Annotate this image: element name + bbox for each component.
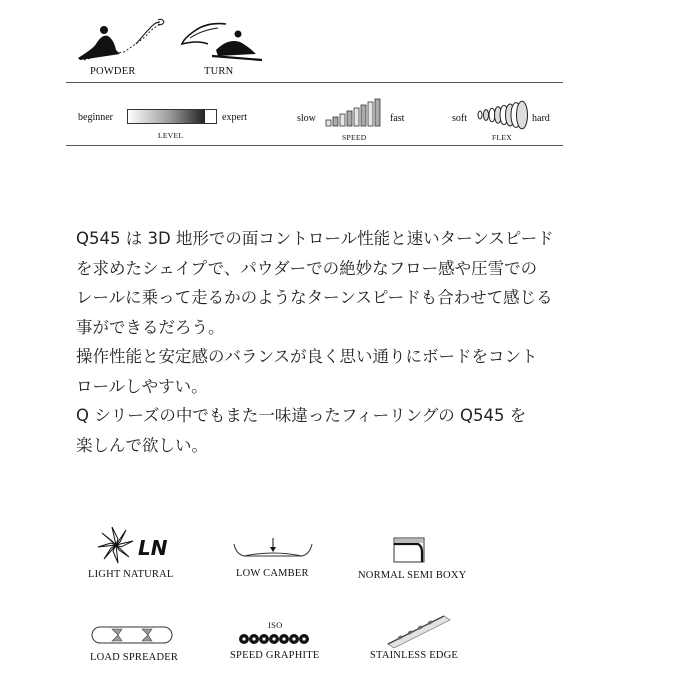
flex-max-label: hard — [532, 113, 550, 124]
level-bar — [127, 109, 217, 124]
low-camber-icon — [232, 536, 314, 564]
description-line: 事ができるだろう。 — [76, 317, 225, 337]
top-divider — [66, 82, 563, 83]
speed-max-label: fast — [390, 113, 405, 124]
description-line: ロールしやすい。 — [76, 376, 208, 396]
speed-graphite-label: SPEED GRAPHITE — [230, 650, 320, 661]
description-line: 操作性能と安定感のバランスが良く思い通りにボードをコント — [76, 347, 538, 366]
speed-bar — [340, 114, 345, 126]
speed-bar — [326, 120, 331, 126]
powder-rider-icon — [74, 14, 174, 64]
semi-boxy-label: NORMAL SEMI BOXY — [358, 570, 467, 581]
description-line: レールに乗って走るかのようなターンスピードも合わせて感じる — [76, 288, 553, 307]
speed-caption: SPEED — [342, 133, 367, 142]
speed-bar — [368, 102, 373, 126]
load-spreader-icon — [90, 624, 174, 646]
speed-bar — [347, 111, 352, 126]
low-camber-label: LOW CAMBER — [236, 568, 309, 579]
description-line: Q545 は 3D 地形での面コントロール性能と速いターンスピード — [76, 229, 554, 248]
flex-caption: FLEX — [492, 133, 512, 142]
speed-min-label: slow — [297, 113, 316, 124]
flex-min-label: soft — [452, 113, 467, 124]
level-max-label: expert — [222, 112, 247, 123]
light-natural-logo-text: LN — [138, 536, 168, 560]
speed-graphite-icon — [236, 632, 316, 646]
load-spreader-label: LOAD SPREADER — [90, 652, 179, 663]
stainless-edge-icon — [384, 610, 454, 648]
product-description — [76, 224, 636, 460]
description-line: Q シリーズの中でもまた一味違ったフィーリングの Q545 を — [76, 406, 527, 425]
powder-label: POWDER — [90, 66, 136, 77]
description-line: 楽しんで欲しい。 — [76, 435, 208, 455]
speed-bars-icon — [324, 98, 386, 128]
stainless-edge-label: STAINLESS EDGE — [370, 650, 458, 661]
flex-rings-icon — [474, 100, 534, 130]
speed-bar — [354, 108, 359, 126]
turn-label: TURN — [204, 66, 234, 77]
flex-ring — [517, 101, 528, 129]
level-caption: LEVEL — [158, 131, 184, 140]
speed-graphite-prefix: ISO — [268, 620, 283, 630]
level-bar-fill — [128, 110, 205, 123]
spec-divider — [66, 145, 563, 146]
description-line: を求めたシェイプで、パウダーでの絶妙なフロー感や圧雪での — [76, 258, 538, 278]
flex-ring — [478, 111, 482, 119]
speed-bar — [375, 99, 380, 126]
turn-rider-icon — [178, 20, 268, 64]
speed-bar — [333, 117, 338, 126]
light-natural-icon — [96, 524, 176, 566]
speed-bar — [361, 105, 366, 126]
semi-boxy-icon — [388, 534, 432, 566]
light-natural-label: LIGHT NATURAL — [88, 569, 174, 580]
flex-ring — [484, 110, 489, 121]
level-min-label: beginner — [78, 112, 113, 123]
